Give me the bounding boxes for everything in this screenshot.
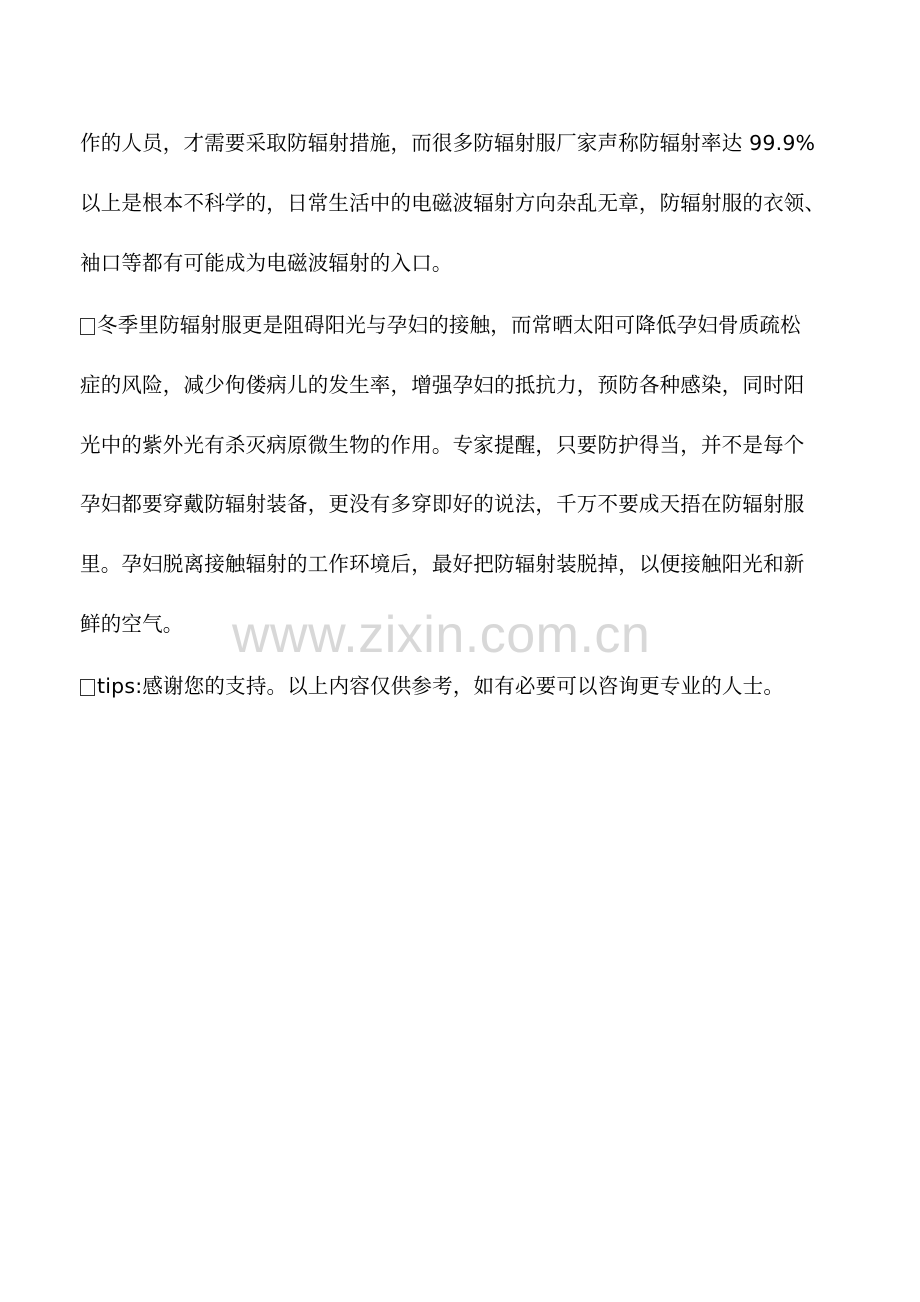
text-line: 光中的紫外光有杀灭病原微生物的作用。专家提醒，只要防护得当，并不是每个 xyxy=(80,433,805,457)
text-line: 症的风险，减少佝偻病儿的发生率，增强孕妇的抵抗力，预防各种感染，同时阳 xyxy=(80,373,805,397)
text-span: 冬季里防辐射服更是阻碍阳光与孕妇的接触，而常晒太阳可降低孕妇骨质疏松 xyxy=(97,313,801,337)
text-line-with-bullet xyxy=(80,672,784,700)
text-span: tips:感谢您的支持。以上内容仅供参考，如有必要可以咨询更专业的人士。 xyxy=(97,674,785,698)
watermark: www.zixin.com.cn xyxy=(232,606,651,664)
text-line: 袖口等都有可能成为电磁波辐射的入口。 xyxy=(80,251,453,275)
text-line-with-bullet xyxy=(80,311,801,339)
bullet-box-icon xyxy=(80,679,95,696)
text-line: 里。孕妇脱离接触辐射的工作环境后，最好把防辐射装脱掉，以便接触阳光和新 xyxy=(80,552,805,576)
bullet-box-icon xyxy=(80,318,95,335)
text-line: 鲜的空气。 xyxy=(80,612,184,636)
text-line: 作的人员，才需要采取防辐射措施，而很多防辐射服厂家声称防辐射率达 99.9% xyxy=(80,131,816,155)
text-line: 孕妇都要穿戴防辐射装备，更没有多穿即好的说法，千万不要成天捂在防辐射服 xyxy=(80,492,805,516)
text-line: 以上是根本不科学的，日常生活中的电磁波辐射方向杂乱无章，防辐射服的衣领、 xyxy=(80,191,826,215)
